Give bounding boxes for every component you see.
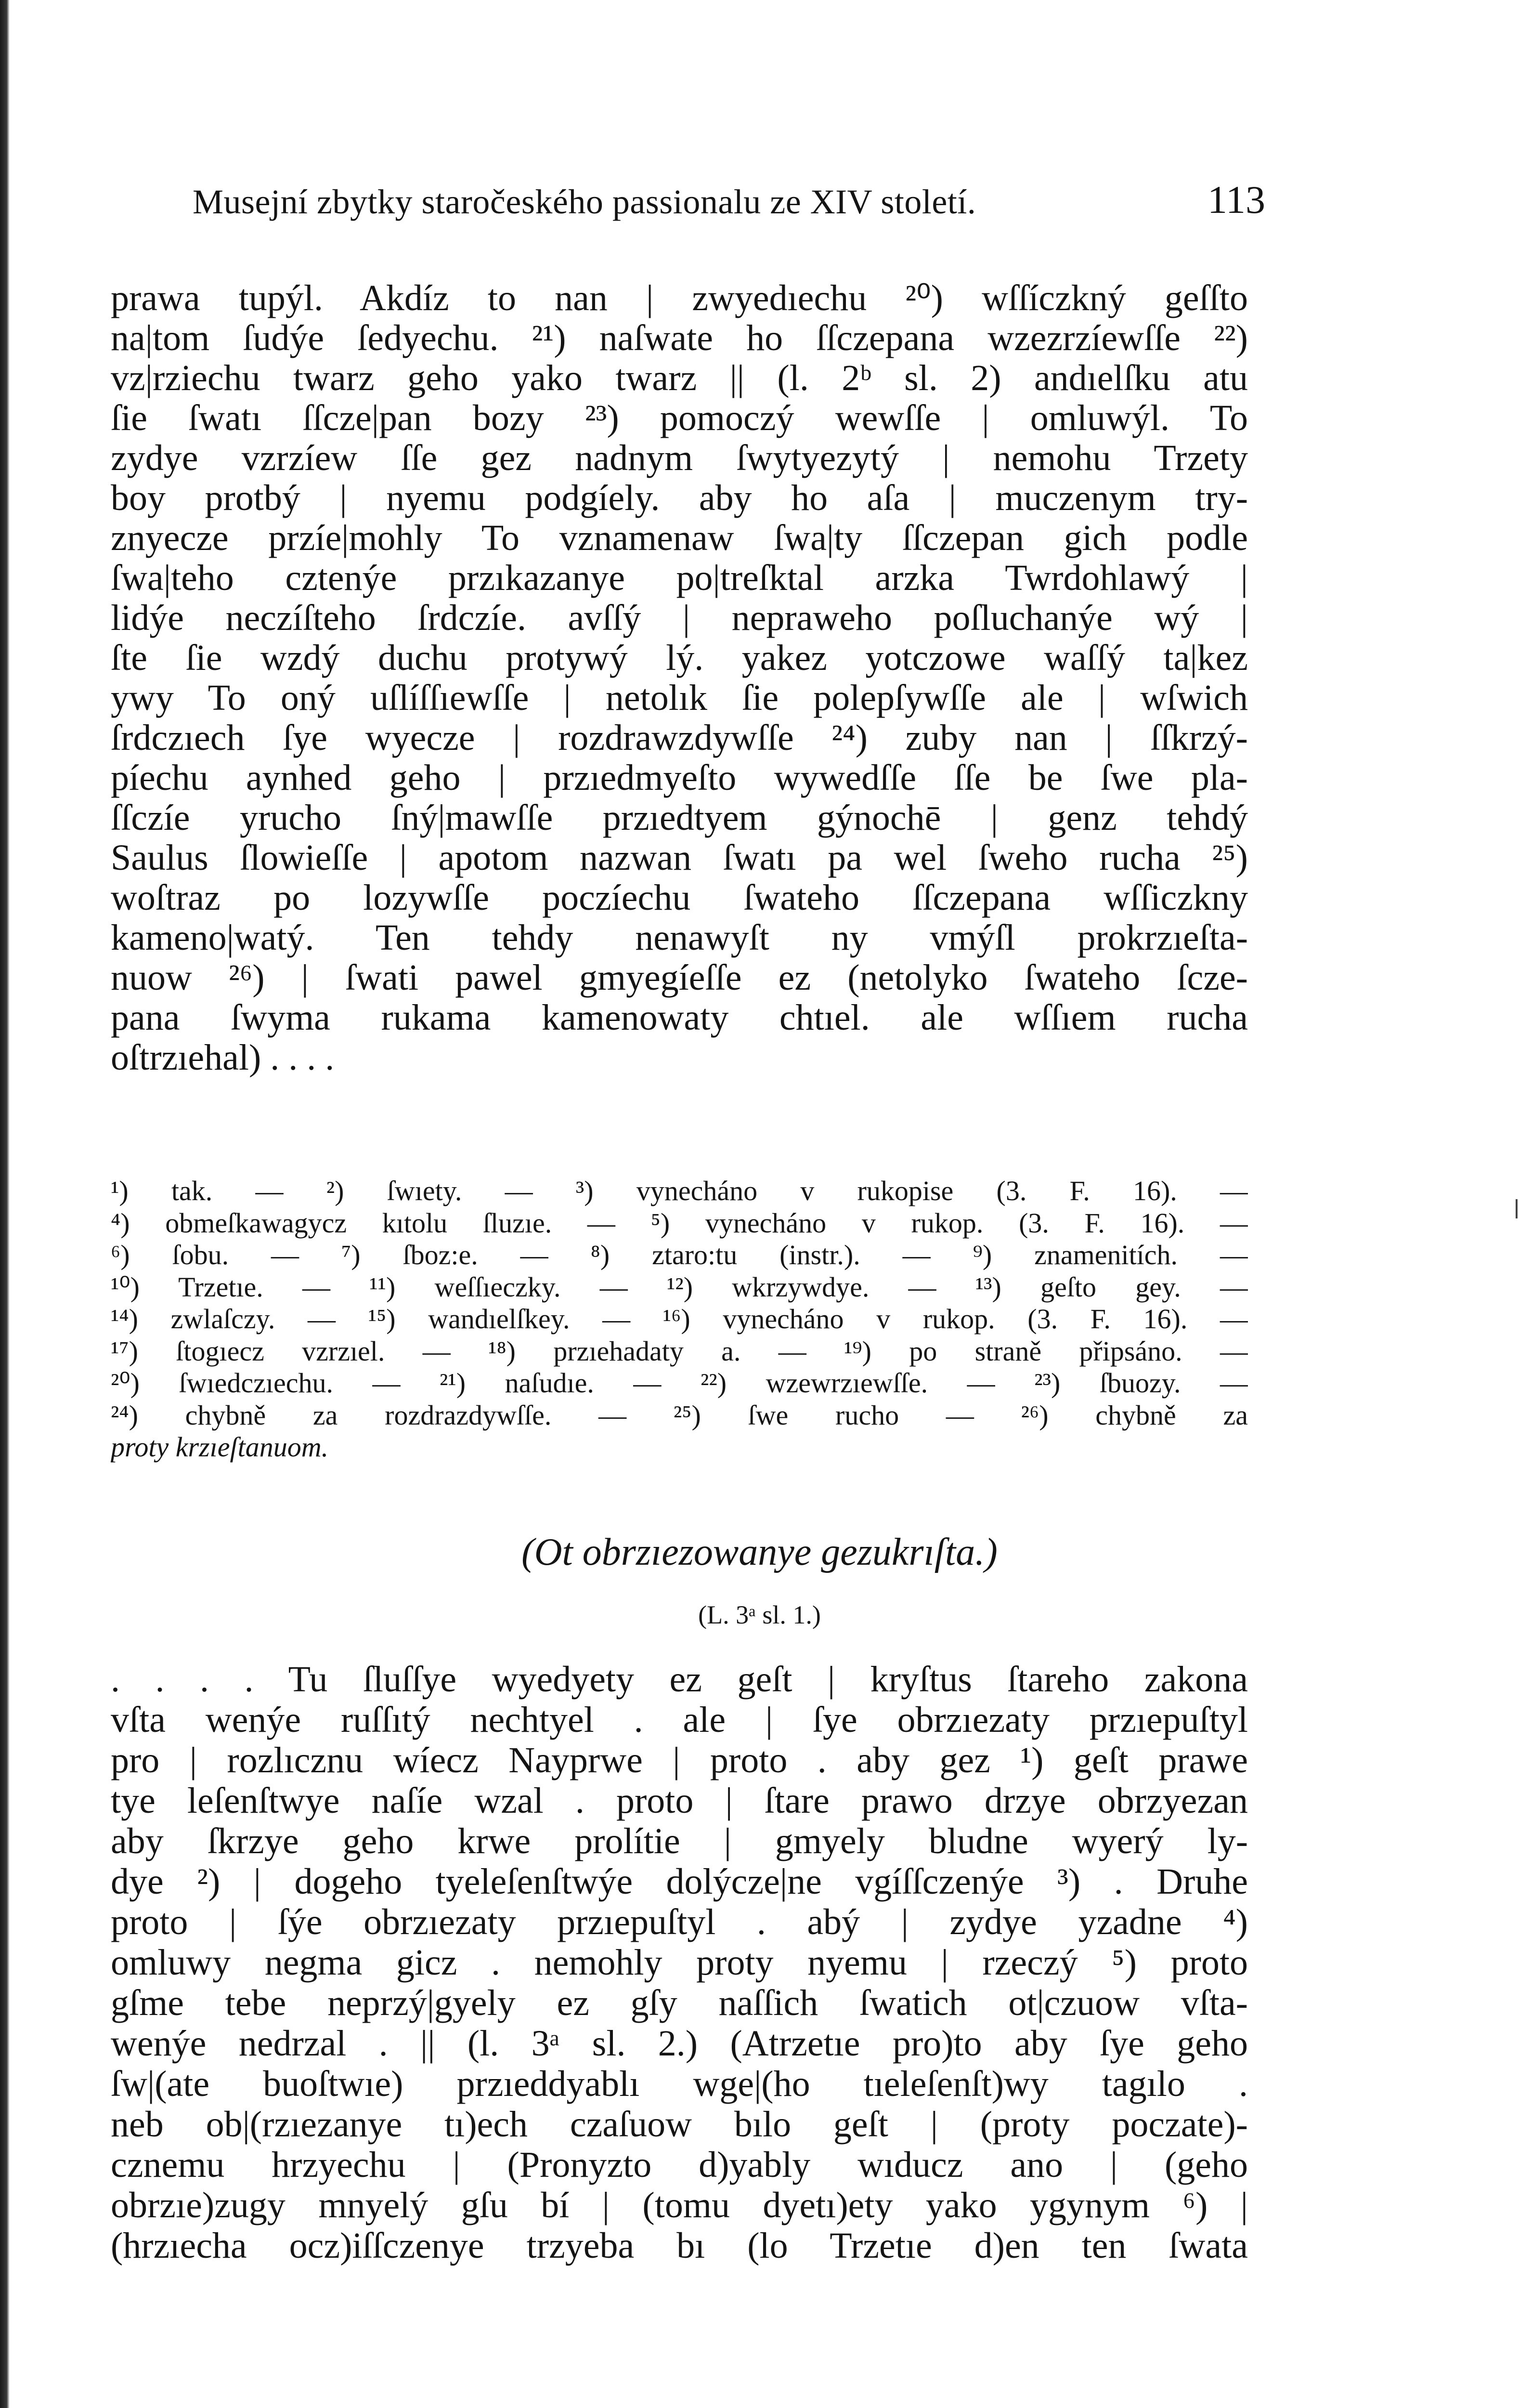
text-line: ſie ſwatı ſſcze|pan bozy ²³) pomoczý wewſſe | omluwýl. To — [111, 398, 1248, 438]
footnote-line: ²⁰) ſwıedczıechu. — ²¹) naſudıe. — ²²) wzewrzıewſſe. — ²³) ſbuozy. — — [111, 1367, 1248, 1399]
text-line: vz|rziechu twarz geho yako twarz || (l. 2ᵇ sl. 2) andıelſku atu — [111, 358, 1248, 398]
text-line: gſme tebe neprzý|gyely ez gſy naſſich ſwatich ot|czuow vſta- — [111, 1983, 1248, 2023]
text-line: neb ob|(rzıezanye tı)ech czaſuow bılo geſt | (proty poczate)- — [111, 2104, 1248, 2145]
text-line: (hrzıecha ocz)iſſczenye trzyeba bı (lo Trzetıe d)en ten ſwata — [111, 2225, 1248, 2266]
text-line: ſte ſie wzdý duchu protywý lý. yakez yotczowe waſſý ta|kez — [111, 638, 1248, 678]
text-line: ſwa|teho cztenýe przıkazanye po|treſktal arzka Twrdohlawý | — [111, 558, 1248, 598]
text-line: omluwy negma gicz . nemohly proty nyemu | rzeczý ⁵) proto — [111, 1942, 1248, 1983]
footnote-line: ²⁴) chybně za rozdrazdywſſe. — ²⁵) ſwe rucho — ²⁶) chybně za — [111, 1399, 1248, 1431]
text-line: ſrdczıech ſye wyecze | rozdrawzdywſſe ²⁴) zuby nan | ſſkrzý- — [111, 718, 1248, 758]
text-line: proto | ſýe obrzıezaty przıepuſtyl . abý | zydye yzadne ⁴) — [111, 1902, 1248, 1942]
footnote-line: ⁴) obmeſkawagycz kıtolu ſluzıe. — ⁵) vynecháno v rukop. (3. F. 16). — — [111, 1207, 1248, 1239]
text-line: zydye vzrzíew ſſe gez nadnym ſwytyezytý | nemohu Trzety — [111, 438, 1248, 478]
page-header — [193, 177, 1265, 230]
text-line: cznemu hrzyechu | (Pronyzto d)yably wıducz ano | (geho — [111, 2145, 1248, 2185]
footnote-line: ¹⁰) Trzetıe. — ¹¹) weſſıeczky. — ¹²) wkrzywdye. — ¹³) geſto gey. — — [111, 1271, 1248, 1303]
footnotes — [111, 1175, 1248, 1464]
scan-edge-mark — [1516, 1199, 1518, 1218]
text-line: woſtraz po lozywſſe poczíechu ſwateho ſſczepana wſſiczkny — [111, 878, 1248, 918]
text-line: pro | rozlıcznu wíecz Nayprwe | proto . aby gez ¹) geſt prawe — [111, 1740, 1248, 1780]
text-line: kameno|watý. Ten tehdy nenawyſt ny vmýſl prokrzıeſta- — [111, 918, 1248, 958]
text-line: obrzıe)zugy mnyelý gſu bí | (tomu dyetı)ety yako ygynym ⁶) | — [111, 2185, 1248, 2225]
text-line: ſw|(ate buoſtwıe) przıeddyablı wge|(ho tıeleſenſt)wy tagılo . — [111, 2064, 1248, 2104]
footnote-line: proty krzıeſtanuom. — [111, 1431, 329, 1463]
text-line: nuow ²⁶) | ſwati pawel gmyegíeſſe ez (netolyko ſwateho ſcze- — [111, 958, 1248, 998]
text-line: lidýe neczíſteho ſrdczíe. avſſý | nepraweho poſluchanýe wý | — [111, 598, 1248, 638]
section-title: (Ot obrzıezowanye gezukrıſta.) — [521, 1531, 998, 1573]
text-line: boy protbý | nyemu podgíely. aby ho aſa | muczenym try- — [111, 478, 1248, 518]
text-line: tye leſenſtwye naſíe wzal . proto | ſtare prawo drzye obrzyezan — [111, 1780, 1248, 1821]
text-line: ywy To oný uſlíſſıewſſe | netolık ſie polepſywſſe ale | wſwich — [111, 678, 1248, 718]
text-line: . . . . Tu ſluſſye wyedyety ez geſt | kryſtus ſtareho zakona — [111, 1659, 1248, 1700]
text-line: oſtrzıehal) . . . . — [111, 1038, 335, 1078]
footnote-line: ¹⁷) ſtogıecz vzrzıel. — ¹⁸) przıehadaty a. — ¹⁹) po straně připsáno. — — [111, 1335, 1248, 1367]
text-line: znyecze przíe|mohly To vznamenaw ſwa|ty ſſczepan gich podle — [111, 518, 1248, 558]
text-line: vſta wenýe ruſſıtý nechtyel . ale | ſye obrzıezaty przıepuſtyl — [111, 1700, 1248, 1740]
section-reference: (L. 3ᵃ sl. 1.) — [698, 1600, 821, 1629]
text-line: píechu aynhed geho | przıedmyeſto wywedſſe ſſe be ſwe pla- — [111, 758, 1248, 798]
footnote-line: ⁶) ſobu. — ⁷) ſboz:e. — ⁸) ztaro:tu (instr.). — ⁹) znamenitích. — — [111, 1239, 1248, 1270]
footnote-line: ¹) tak. — ²) ſwıety. — ³) vynecháno v rukopise (3. F. 16). — — [111, 1175, 1248, 1206]
text-line: Saulus ſlowieſſe | apotom nazwan ſwatı pa wel ſweho rucha ²⁵) — [111, 838, 1248, 878]
scan-edge-shadow — [0, 0, 10, 2408]
text-line: na|tom ſudýe ſedyechu. ²¹) naſwate ho ſſczepana wzezrzíewſſe ²²) — [111, 318, 1248, 358]
running-title: Musejní zbytky staročeského passionalu ze XIV století. — [193, 183, 976, 221]
passage-main — [111, 278, 1248, 1078]
text-line: pana ſwyma rukama kamenowaty chtıel. ale wſſıem rucha — [111, 998, 1248, 1038]
text-line: ſſczíe yrucho ſný|mawſſe przıedtyem gýnochē | genz tehdý — [111, 798, 1248, 838]
text-line: aby ſkrzye geho krwe prolítie | gmyely bludne wyerý ly- — [111, 1821, 1248, 1861]
page-number: 113 — [1207, 178, 1265, 222]
text-line: dye ²) | dogeho tyeleſenſtwýe dolýcze|ne vgíſſczenýe ³) . Druhe — [111, 1861, 1248, 1902]
text-line: prawa tupýl. Akdíz to nan | zwyedıechu ²⁰) wſſíczkný geſſto — [111, 278, 1248, 318]
text-line: wenýe nedrzal . || (l. 3ᵃ sl. 2.) (Atrzetıe pro)to aby ſye geho — [111, 2023, 1248, 2064]
passage-second — [111, 1659, 1248, 2266]
footnote-line: ¹⁴) zwlaſczy. — ¹⁵) wandıelſkey. — ¹⁶) vynecháno v rukop. (3. F. 16). — — [111, 1303, 1248, 1335]
